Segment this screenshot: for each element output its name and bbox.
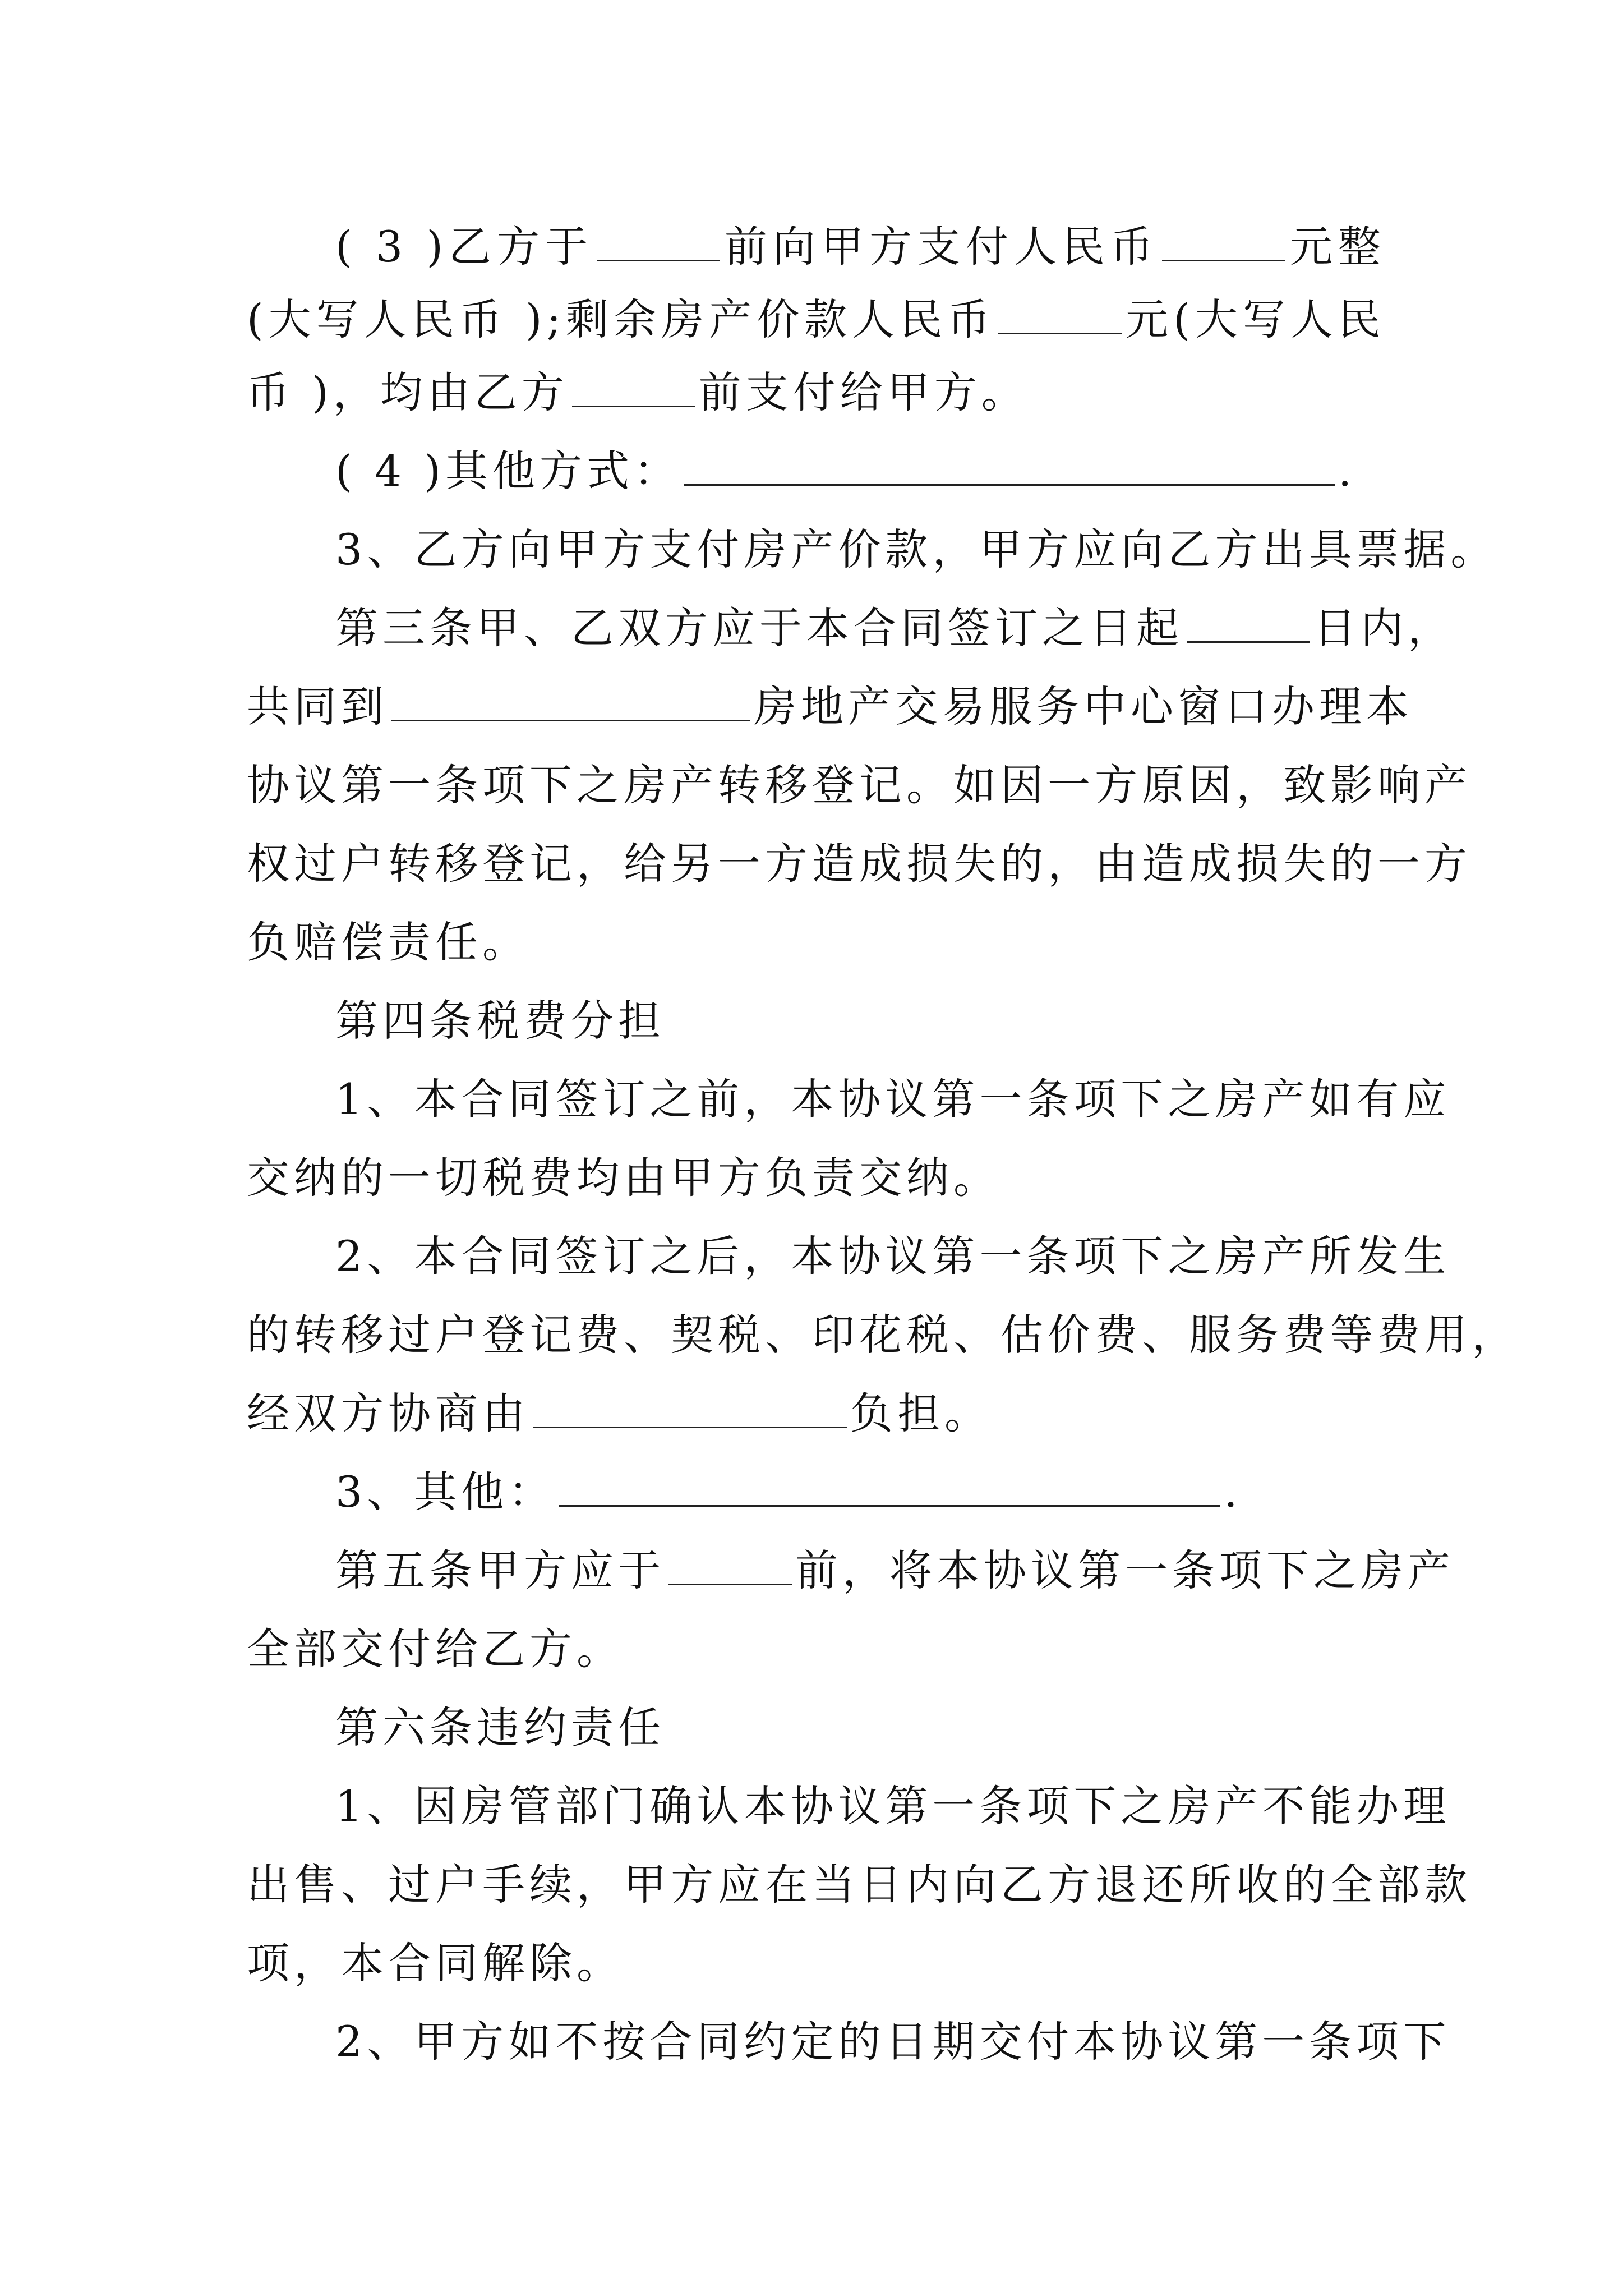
text-line — [247, 1846, 1472, 1924]
text-segment: 共同到 — [247, 682, 388, 731]
text-segment: 第五条甲方应于 — [335, 1545, 665, 1595]
section-heading — [335, 1688, 1385, 1767]
text-line — [335, 208, 1385, 286]
text-segment: 3、其他： — [335, 1467, 556, 1517]
fill-blank — [684, 445, 1335, 486]
text-segment: 前向甲方支付人民币 — [723, 222, 1159, 272]
text-line — [335, 2003, 1451, 2081]
text-segment: 经双方协商由 — [247, 1388, 529, 1438]
text-line — [247, 668, 1413, 746]
text-segment: 元整 — [1289, 222, 1386, 272]
text-line — [335, 1767, 1451, 1846]
text-segment: 负赔偿责任。 — [247, 917, 529, 967]
text-segment: 1、本合同签订之前，本协议第一条项下之房产如有应 — [335, 1074, 1451, 1124]
text-segment: (大写人民币 );剩余房产价款人民币 — [247, 295, 995, 344]
fill-blank — [1162, 220, 1285, 261]
text-line — [335, 432, 1385, 510]
fill-blank — [597, 220, 720, 261]
section-heading — [335, 982, 1385, 1060]
text-segment: 房地产交易服务中心窗口办理本 — [754, 682, 1413, 731]
text-segment: 日内， — [1313, 603, 1455, 653]
text-line — [247, 1296, 1519, 1374]
text-segment: 元(大写人民 — [1125, 295, 1385, 344]
text-segment: 第六条违约责任 — [335, 1703, 665, 1752]
text-segment: 的转移过户登记费、契税、印花税、估价费、服务费等费用， — [247, 1310, 1519, 1360]
fill-blank — [533, 1387, 847, 1428]
text-segment: 出售、过户手续，甲方应在当日内向乙方退还所收的全部款 — [247, 1860, 1472, 1910]
text-line — [247, 1139, 1385, 1217]
fill-blank — [559, 1466, 1220, 1507]
fill-blank — [572, 366, 695, 407]
text-segment: 全部交付给乙方。 — [247, 1624, 624, 1674]
text-segment: 协议第一条项下之房产转移登记。如因一方原因，致影响产 — [247, 760, 1472, 810]
fill-blank — [1187, 602, 1310, 643]
text-segment: 项，本合同解除。 — [247, 1938, 624, 1988]
text-line — [335, 1531, 1455, 1610]
text-segment: . — [1224, 1467, 1242, 1517]
text-segment: 3、乙方向甲方支付房产价款，甲方应向乙方出具票据。 — [335, 524, 1498, 574]
text-segment: 负担。 — [850, 1388, 992, 1438]
text-line — [335, 510, 1498, 589]
text-line — [335, 1453, 1385, 1531]
fill-blank — [391, 680, 750, 721]
text-line — [247, 1374, 1385, 1453]
text-line — [247, 746, 1472, 825]
text-segment: 币 )，均由乙方 — [247, 367, 569, 417]
text-segment: 1、因房管部门确认本协议第一条项下之房产不能办理 — [335, 1781, 1451, 1831]
text-segment: . — [1338, 446, 1357, 496]
text-line — [247, 280, 1385, 359]
text-segment: 交纳的一切税费均由甲方负责交纳。 — [247, 1153, 1000, 1203]
text-segment: 第三条甲、乙双方应于本合同签订之日起 — [335, 603, 1183, 653]
text-segment: 前支付给甲方。 — [698, 367, 1029, 417]
text-segment: 第四条税费分担 — [335, 996, 665, 1046]
text-segment: 权过户转移登记，给另一方造成损失的，由造成损失的一方 — [247, 839, 1472, 889]
text-line — [247, 825, 1472, 903]
text-line — [247, 1924, 1385, 2003]
text-segment: 2、本合同签订之后，本协议第一条项下之房产所发生 — [335, 1231, 1451, 1281]
text-line — [335, 1217, 1451, 1296]
text-line — [247, 1610, 1385, 1688]
text-line — [247, 353, 1385, 432]
fill-blank — [998, 293, 1122, 334]
text-segment: 前，将本协议第一条项下之房产 — [795, 1545, 1455, 1595]
text-segment: ( 3 )乙方于 — [335, 222, 593, 272]
text-line — [335, 589, 1455, 668]
text-segment: 2、甲方如不按合同约定的日期交付本协议第一条项下 — [335, 2017, 1451, 2067]
text-line — [335, 1060, 1451, 1139]
text-segment: ( 4 )其他方式： — [335, 446, 681, 496]
fill-blank — [668, 1544, 792, 1585]
text-line — [247, 903, 1385, 982]
